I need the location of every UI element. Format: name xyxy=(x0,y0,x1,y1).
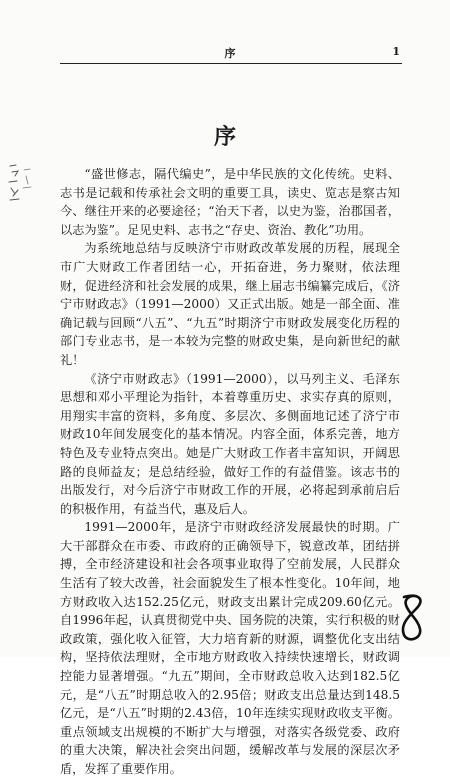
running-title: 序 xyxy=(224,47,238,60)
paragraph-1: “盛世修志，隔代编史”，是中华民族的文化传统。史料、志书是记载和传承社会文明的重要工具，读史、览志是察古知今、继往开来的必要途径；“治天下者，以史为鉴，治郡国者，以志为鉴”。足见史料、志书之“存史、资治、教化”功用。 xyxy=(60,167,400,237)
document-title: 序 xyxy=(213,124,236,150)
paragraph-2: 为系统地总结与反映济宁市财政改革发展的历程，展现全市广大财政工作者团结一心，开拓奋进，务力聚财，依法理财，促进经济和社会发展的成果，继上届志书编纂完成后，《济宁市财政志》（1991—2000）又正式出版。她是一部全面、准确记载与回顾“八五”、“九五”时期济宁市财政发展变化历程的部门专业志书，是一本较为完整的财政史集，是向新世纪的献礼！ xyxy=(60,241,400,367)
paragraph-4: 1991—2000年，是济宁市财政经济发展最快的时期。广大干部群众在市委、市政府的正确领导下，锐意改革，团结拼搏，全市经济建设和社会各项事业取得了空前发展，人民群众生活有了较大改善，社会面貌发生了根本性变化。10年间，地方财政收入达152.25亿元，财政支出累计完成209.60亿元。自1996年起，认真贯彻党中央、国务院的决策，实行积极的财政政策，强化收入征管，大力培育新的财源，调整优化支出结构，坚持依法理财，全市地方财政收入持续快速增长，财政调控能力显著增强。“九五”期间，全市财政总收入达到182.5亿元，是“八五”时期总收入的2.95倍；财政支出总量达到148.5亿元，是“八五”时期的2.43倍，10年连续实现财政收支平衡。重点领域支出规模的不断扩大与增强，对落实各级党委、政府的重大决策，解决社会突出问题，缓解改革与发展的深层次矛盾，发挥了重要作用。 xyxy=(60,520,400,776)
handwritten-number-mark xyxy=(396,591,430,643)
margin-scribble-icon xyxy=(6,160,36,208)
paragraph-3: 《济宁市财政志》（1991—2000），以马列主义、毛泽东思想和邓小平理论为指针，本着尊重历史、求实存真的原则，用翔实丰富的资料，多角度、多层次、多侧面地记述了济宁市财政10年间发展变化的基本情况。内容全面，体系完善，地方特色及专业特点突出。她是广大财政工作者丰富知识，开阔思路的良师益友；是总结经验，做好工作的有益借鉴。该志书的出版发行，对今后济宁市财政工作的开展，必将起到承前启后的积极作用，有益当代，惠及后人。 xyxy=(60,371,400,516)
running-header xyxy=(60,43,402,64)
page-number: 1 xyxy=(392,45,400,58)
body-text xyxy=(60,165,400,779)
